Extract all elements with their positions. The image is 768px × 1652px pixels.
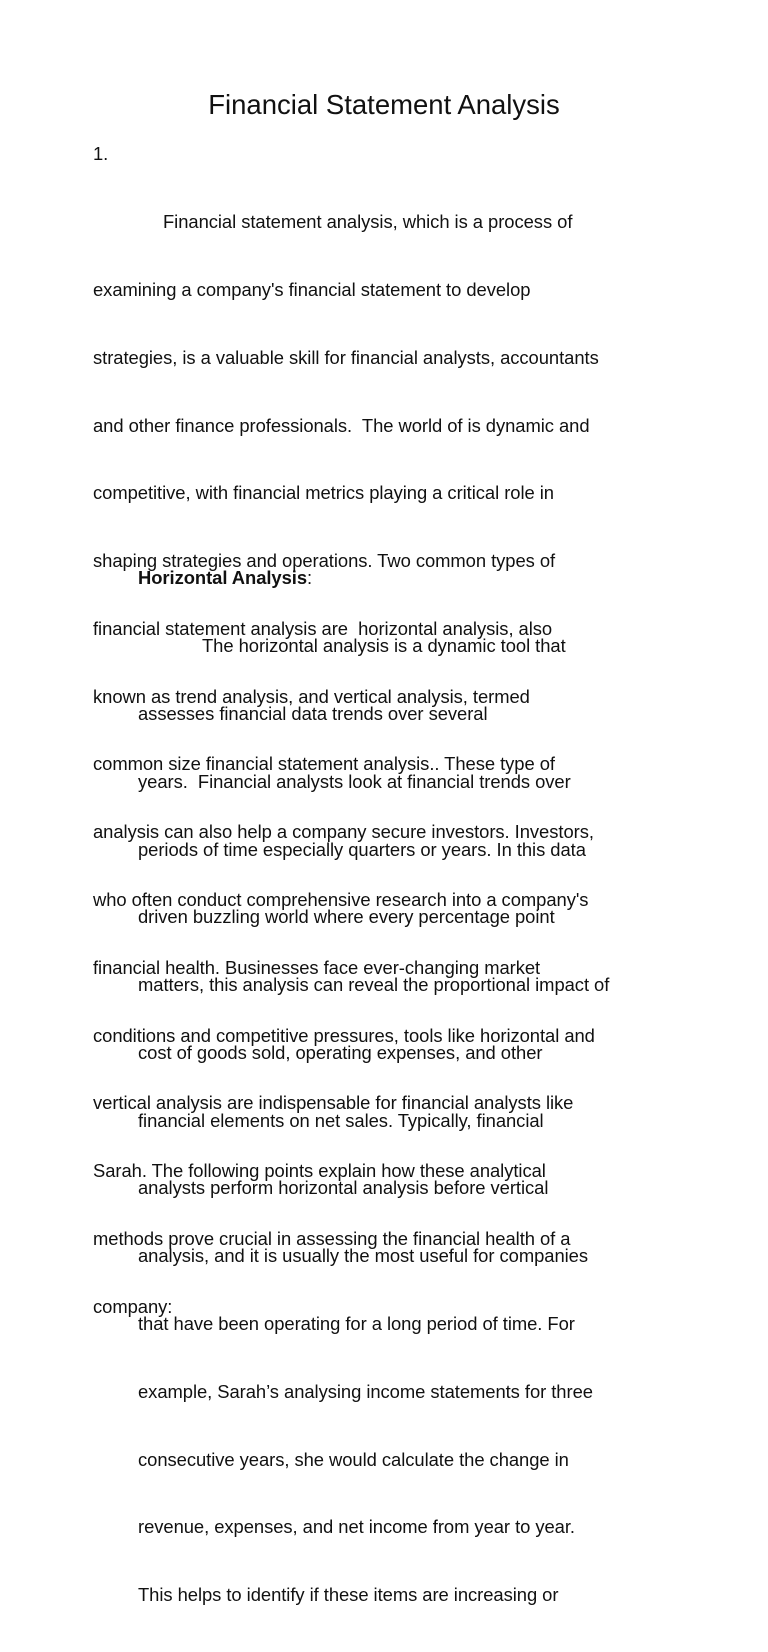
paragraph-line: vertical analysis are indispensable for financial analysts like bbox=[93, 1092, 574, 1114]
paragraph-line: conditions and competitive pressures, tools like horizontal and bbox=[93, 1024, 595, 1046]
paragraph-line: revenue, expenses, and net income from year to year. bbox=[138, 1516, 575, 1538]
paragraph-line: company: bbox=[93, 1295, 173, 1317]
heading-colon: : bbox=[307, 567, 313, 588]
section-number: 1. bbox=[93, 143, 109, 164]
paragraph-line: analysts perform horizontal analysis before vertical bbox=[138, 1177, 549, 1199]
paragraph-line: Financial statement analysis, which is a process of bbox=[163, 211, 573, 233]
paragraph-line: known as trend analysis, and vertical analysis, termed bbox=[93, 685, 530, 707]
horizontal-analysis-heading: Horizontal Analysis bbox=[138, 567, 308, 588]
paragraph-line: financial statement analysis are horizontal analysis, also bbox=[93, 617, 553, 639]
paragraph-line: and other finance professionals. The world of is dynamic and bbox=[93, 414, 590, 436]
paragraph-line: analysis can also help a company secure investors. Investors, bbox=[93, 821, 594, 843]
paragraph-line: examining a company's financial statement to develop bbox=[93, 278, 531, 300]
paragraph-line: assesses financial data trends over several bbox=[138, 702, 488, 724]
paragraph-line: financial health. Businesses face ever-changing market bbox=[93, 956, 541, 978]
paragraph-line: The horizontal analysis is a dynamic tool that bbox=[202, 635, 566, 657]
paragraph-line: years. Financial analysts look at financial trends over bbox=[138, 770, 571, 792]
paragraph-line: driven buzzling world where every percentage point bbox=[138, 906, 555, 928]
document-title: Financial Statement Analysis bbox=[208, 89, 560, 120]
paragraph-line: cost of goods sold, operating expenses, and other bbox=[138, 1041, 543, 1063]
paragraph-line: matters, this analysis can reveal the proportional impact of bbox=[138, 974, 610, 996]
paragraph-line: financial elements on net sales. Typically, financial bbox=[138, 1109, 544, 1131]
paragraph-line: consecutive years, she would calculate the change in bbox=[138, 1448, 569, 1470]
paragraph-line: example, Sarah’s analysing income statements for three bbox=[138, 1380, 593, 1402]
horizontal-analysis-paragraph bbox=[138, 590, 609, 1652]
paragraph-line: analysis, and it is usually the most useful for companies bbox=[138, 1245, 588, 1267]
paragraph-line: competitive, with financial metrics playing a critical role in bbox=[93, 482, 554, 504]
paragraph-line: strategies, is a valuable skill for financial analysts, accountants bbox=[93, 346, 599, 368]
paragraph-line: shaping strategies and operations. Two common types of bbox=[93, 550, 556, 572]
paragraph-line: This helps to identify if these items are increasing or bbox=[138, 1584, 559, 1606]
paragraph-line: Sarah. The following points explain how these analytical bbox=[93, 1160, 546, 1182]
paragraph-line: common size financial statement analysis.. These type of bbox=[93, 753, 555, 775]
paragraph-line: periods of time especially quarters or years. In this data bbox=[138, 838, 586, 860]
paragraph-line: that have been operating for a long period of time. For bbox=[138, 1313, 575, 1334]
paragraph-line: who often conduct comprehensive research into a company's bbox=[93, 889, 589, 910]
paragraph-line: methods prove crucial in assessing the financial health of a bbox=[93, 1227, 571, 1249]
section-heading bbox=[138, 567, 312, 590]
